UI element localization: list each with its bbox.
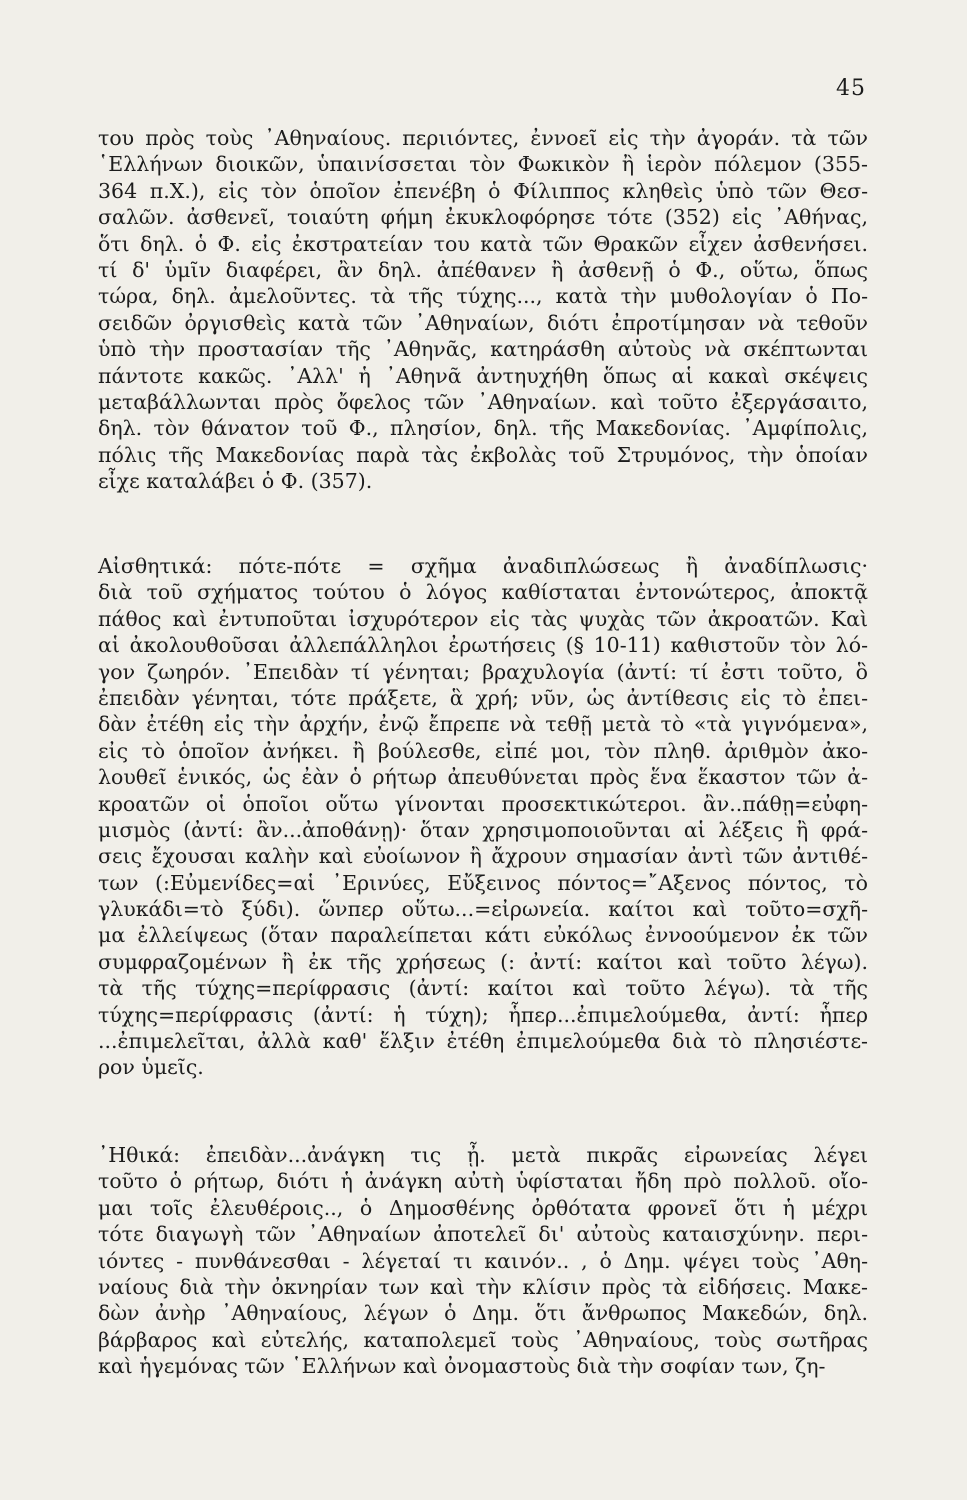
- text-line: μα ἐλλείψεως (ὅταν παραλείπεται κάτι εὐκόλως ἐννοούμενον ἐκ τῶν: [98, 923, 868, 948]
- text-line: τοῦτο ὁ ρήτωρ, διότι ἡ ἀνάγκη αὐτὴ ὑφίσταται ἤδη πρὸ πολλοῦ. οἴο-: [98, 1169, 868, 1194]
- text-line: γλυκάδι=τὸ ξύδι). ὥνπερ οὕτω...=εἰρωνεία. καίτοι καὶ τοῦτο=σχῆ-: [98, 897, 868, 922]
- text-line: σειδῶν ὀργισθεὶς κατὰ τῶν ᾿Αθηναίων, διότι ἐπροτίμησαν νὰ τεθοῦν: [98, 310, 868, 335]
- text-line: σεις ἔχουσαι καλὴν καὶ εὐοίωνον ἢ ἄχρουν σημασίαν ἀντὶ τῶν ἀντιθέ-: [98, 844, 868, 869]
- text-line: δηλ. τὸν θάνατον τοῦ Φ., πλησίον, δηλ. τῆς Μακεδονίας. ᾿Αμφίπολις,: [98, 416, 868, 441]
- text-line: μαι τοῖς ἐλευθέροις.., ὁ Δημοσθένης ὀρθότατα φρονεῖ ὅτι ἡ μέχρι: [98, 1195, 868, 1220]
- text-line: πάθος καὶ ἐντυποῦται ἰσχυρότερον εἰς τὰς ψυχὰς τῶν ἀκροατῶν. Καὶ: [98, 606, 868, 631]
- text-line: πόλις τῆς Μακεδονίας παρὰ τὰς ἐκβολὰς τοῦ Στρυμόνος, τὴν ὁποίαν: [98, 442, 868, 467]
- text-line: ὑπὸ τὴν προστασίαν τῆς ᾿Αθηνᾶς, κατηράσθη αὐτοὺς νὰ σκέπτωνται: [98, 337, 868, 362]
- text-line: ναίους διὰ τὴν ὀκνηρίαν των καὶ τὴν κλίσιν πρὸς τὰ εἰδήσεις. Μακε-: [98, 1274, 868, 1299]
- text-line: τὰ τῆς τύχης=περίφρασις (ἀντί: καίτοι καὶ τοῦτο λέγω). τὰ τῆς: [98, 976, 868, 1001]
- text-line: ἐπειδὰν γένηται, τότε πράξετε, ἃ χρή; νῦν, ὡς ἀντίθεσις εἰς τὸ ἐπει-: [98, 685, 868, 710]
- text-line: συμφραζομένων ἢ ἐκ τῆς χρήσεως (: ἀντί: καίτοι καὶ τοῦτο λέγω).: [98, 949, 868, 974]
- text-line: 364 π.Χ.), εἰς τὸν ὁποῖον ἐπενέβη ὁ Φίλιππος κληθεὶς ὑπὸ τῶν Θεσ-: [98, 178, 868, 203]
- text-line: μισμὸς (ἀντί: ἂν...ἀποθάνῃ)· ὅταν χρησιμοποιοῦνται αἱ λέξεις ἢ φρά-: [98, 817, 868, 842]
- text-line: γον ζωηρόν. ᾿Επειδὰν τί γένηται; βραχυλογία (ἀντί: τί ἐστι τοῦτο, ὃ: [98, 659, 868, 684]
- paragraph-ethics: [98, 1142, 868, 1380]
- text-line: ᾿Ηθικά: ἐπειδὰν...ἀνάγκη τις ᾖ. μετὰ πικρᾶς εἰρωνείας λέγει: [98, 1143, 868, 1167]
- text-line: τύχης=περίφρασις (ἀντί: ἡ τύχη); ἧπερ...ἐπιμελούμεθα, ἀντί: ἧπερ: [98, 1002, 868, 1027]
- text-line: πάντοτε κακῶς. ᾿Αλλ' ἡ ᾿Αθηνᾶ ἀντηυχήθη ὅπως αἱ κακαὶ σκέψεις: [98, 363, 868, 388]
- text-line: μεταβάλλωνται πρὸς ὄφελος τῶν ᾿Αθηναίων. καὶ τοῦτο ἐξεργάσαιτο,: [98, 389, 868, 414]
- text-line: ὅτι δηλ. ὁ Φ. εἰς ἐκστρατείαν του κατὰ τῶν Θρακῶν εἶχεν ἀσθενήσει.: [98, 231, 868, 256]
- text-line: εἰς τὸ ὁποῖον ἀνήκει. ἢ βούλεσθε, εἰπέ μοι, τὸν πληθ. ἀριθμὸν ἀκο-: [98, 738, 868, 763]
- text-line: των (:Εὐμενίδες=αἱ ᾿Ερινύες, Εὔξεινος πόντος=῎Αξενος πόντος, τὸ: [98, 870, 868, 895]
- text-line: τώρα, δηλ. ἀμελοῦντες. τὰ τῆς τύχης..., κατὰ τὴν μυθολογίαν ὁ Πο-: [98, 284, 868, 309]
- text-line: ιόντες - πυνθάνεσθαι - λέγεταί τι καινόν.. , ὁ Δημ. ψέγει τοὺς ᾿Αθη-: [98, 1248, 868, 1273]
- text-line: λουθεῖ ἑνικός, ὡς ἐὰν ὁ ρήτωρ ἀπευθύνεται πρὸς ἕνα ἕκαστον τῶν ἀ-: [98, 765, 868, 790]
- text-line: του πρὸς τοὺς ᾿Αθηναίους. περιιόντες, ἐννοεῖ εἰς τὴν ἀγοράν. τὰ τῶν: [98, 126, 868, 150]
- text-line: εἶχε καταλάβει ὁ Φ. (357).: [98, 469, 373, 494]
- text-line: βάρβαρος καὶ εὐτελής, καταπολεμεῖ τοὺς ᾿Αθηναίους, τοὺς σωτῆρας: [98, 1327, 868, 1352]
- text-line: τότε διαγωγὴ τῶν ᾿Αθηναίων ἀποτελεῖ δι' αὐτοὺς καταισχύνην. περι-: [98, 1222, 868, 1247]
- text-line: δὼν ἀνὴρ ᾿Αθηναίους, λέγων ὁ Δημ. ὅτι ἄνθρωπος Μακεδών, δηλ.: [98, 1301, 868, 1326]
- paragraph-aesthetics: [98, 553, 868, 1081]
- text-line: δὰν ἐτέθη εἰς τὴν ἀρχήν, ἐνῷ ἔπρεπε νὰ τεθῇ μετὰ τὸ «τὰ γιγνόμενα»,: [98, 712, 868, 737]
- text-line: τί δ' ὑμῖν διαφέρει, ἂν δηλ. ἀπέθανεν ἢ ἀσθενῇ ὁ Φ., οὕτω, ὅπως: [98, 257, 868, 282]
- text-line: σαλῶν. ἀσθενεῖ, τοιαύτη φήμη ἐκυκλοφόρησε τότε (352) εἰς ᾿Αθήνας,: [98, 205, 868, 230]
- text-line: κροατῶν οἱ ὁποῖοι οὕτω γίνονται προσεκτικώτεροι. ἂν..πάθῃ=εὐφη-: [98, 791, 868, 816]
- paragraph-commentary: [98, 125, 868, 494]
- text-line: ῾Ελλήνων διοικῶν, ὑπαινίσσεται τὸν Φωκικὸν ἢ ἱερὸν πόλεμον (355-: [98, 152, 868, 177]
- text-line: Αἰσθητικά: πότε-πότε = σχῆμα ἀναδιπλώσεως ἢ ἀναδίπλωσις·: [98, 554, 868, 578]
- text-line: ρον ὑμεῖς.: [98, 1055, 204, 1080]
- text-line: διὰ τοῦ σχήματος τούτου ὁ λόγος καθίσταται ἐντονώτερος, ἀποκτᾷ: [98, 580, 868, 605]
- page-number: 45: [836, 76, 866, 101]
- text-line: ...ἐπιμελεῖται, ἀλλὰ καθ' ἕλξιν ἐτέθη ἐπιμελούμεθα διὰ τὸ πλησιέστε-: [98, 1029, 868, 1054]
- text-line: αἱ ἀκολουθοῦσαι ἀλλεπάλληλοι ἐρωτήσεις (§ 10-11) καθιστοῦν τὸν λό-: [98, 633, 868, 658]
- text-line: καὶ ἡγεμόνας τῶν ῾Ελλήνων καὶ ὀνομαστοὺς διὰ τὴν σοφίαν των, ζη-: [98, 1354, 826, 1379]
